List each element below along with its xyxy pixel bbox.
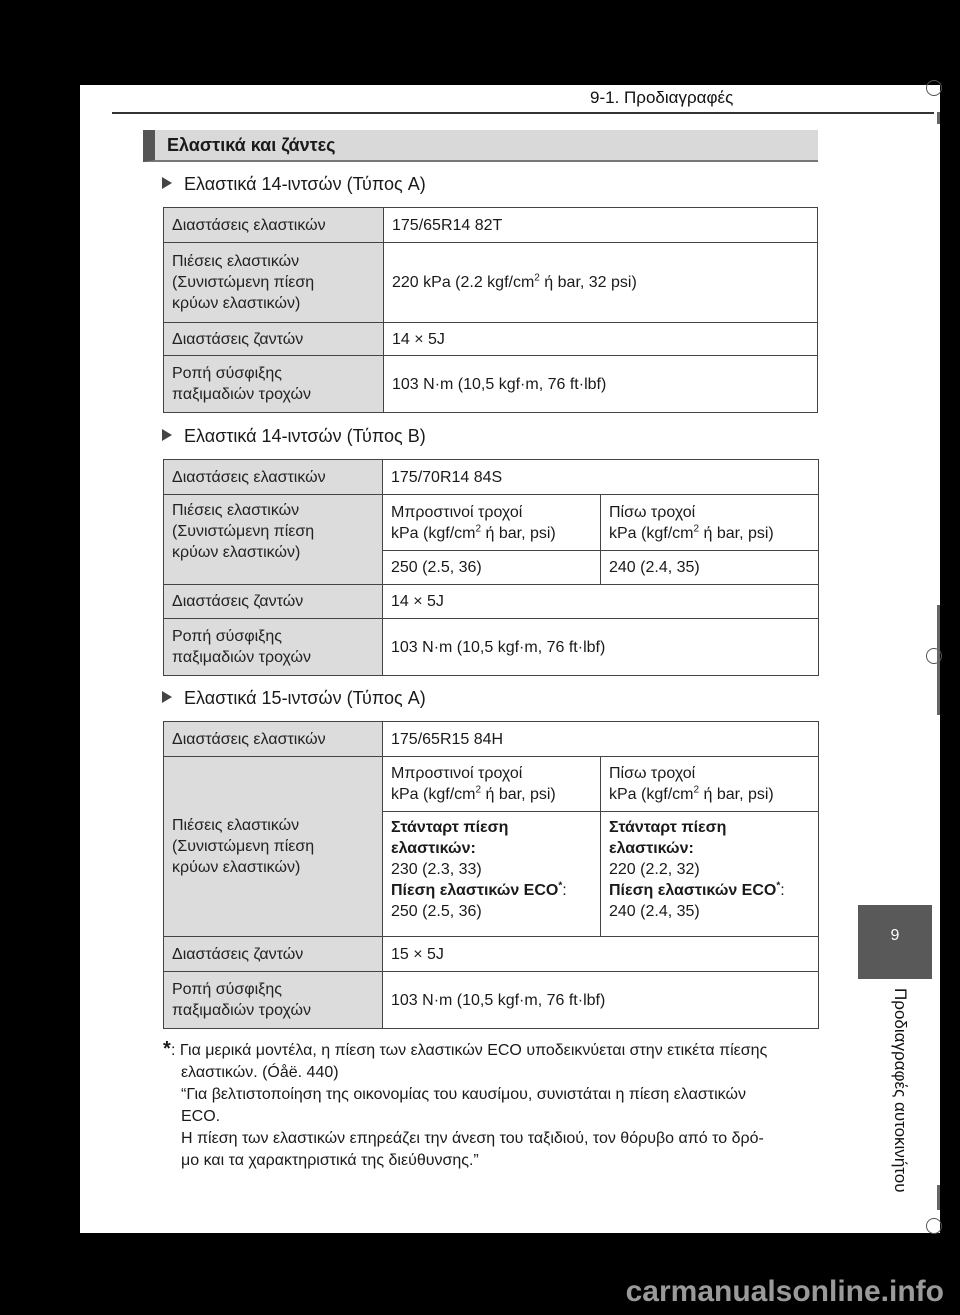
wheel-size-value: 14 × 5J bbox=[383, 585, 819, 619]
chapter-title-vertical: Προδιαγραφές αυτοκινήτου bbox=[891, 988, 910, 1193]
row-label: Διαστάσεις ελαστικών bbox=[164, 208, 384, 243]
front-pressure-values: Στάνταρτ πίεση ελαστικών: 230 (2.3, 33) Πίεση ελαστικών ECO*: 250 (2.5, 36) bbox=[383, 812, 601, 937]
table-row bbox=[164, 208, 818, 243]
arrow-right-icon bbox=[162, 177, 172, 189]
table-row bbox=[164, 757, 819, 812]
margin-bar bbox=[937, 112, 940, 124]
rear-wheels-header: Πίσω τροχοί kPa ($kgf/cm^2$ ή bar, psi) bbox=[601, 757, 819, 812]
row-label: Διαστάσεις ζαντών bbox=[164, 937, 383, 972]
table-row bbox=[164, 972, 819, 1029]
spec-table-3 bbox=[163, 721, 819, 1029]
table-row bbox=[164, 722, 819, 757]
row-label: Πιέσεις ελαστικών (Συνιστώμενη πίεση κρύων ελαστικών) bbox=[164, 243, 384, 323]
footnote-text: ECO. bbox=[181, 1108, 221, 1125]
rear-pressure-values: Στάνταρτ πίεση ελαστικών: 220 (2.2, 32) Πίεση ελαστικών ECO*: 240 (2.4, 35) bbox=[601, 812, 819, 937]
table-row bbox=[164, 460, 819, 495]
row-label: Πιέσεις ελαστικών (Συνιστώμενη πίεση κρύων ελαστικών) bbox=[164, 495, 383, 585]
section-heading bbox=[143, 130, 818, 162]
pressure-value: 220 kPa (2.2 kgf/$cm^2$ ή bar, 32 psi) bbox=[384, 243, 818, 323]
footnote-text: μο και τα χαρακτηριστικά της διεύθυνσης.” bbox=[181, 1152, 479, 1169]
arrow-right-icon bbox=[162, 691, 172, 703]
table-row bbox=[164, 619, 819, 676]
table-row bbox=[164, 495, 819, 551]
footnote-text: : Για μερικά μοντέλα, η πίεση των ελαστικών ECO υποδεικνύεται στην ετικέτα πίεσης bbox=[171, 1042, 768, 1059]
row-label: Διαστάσεις ζαντών bbox=[164, 585, 383, 619]
spec-table-2 bbox=[163, 459, 819, 676]
row-label: Ροπή σύσφιξης παξιμαδιών τροχών bbox=[164, 972, 383, 1029]
torque-value: 103 N·m (10,5 kgf·m, 76 ft·lbf) bbox=[384, 356, 818, 413]
front-pressure-value: 250 (2.5, 36) bbox=[383, 551, 601, 585]
footnote-text: “Για βελτιστοποίηση της οικονομίας του καυσίμου, συνιστάται η πίεση ελαστικών bbox=[181, 1086, 746, 1103]
margin-bar bbox=[937, 1185, 940, 1210]
row-label: Διαστάσεις ζαντών bbox=[164, 323, 384, 356]
header-rule bbox=[112, 112, 934, 114]
subsection-heading-2: Ελαστικά 14-ιντσών (Τύπος B) bbox=[162, 426, 426, 447]
watermark: carmanualsonline.info bbox=[625, 1275, 944, 1308]
rear-wheels-header: Πίσω τροχοί kPa ($kgf/cm^2$ ή bar, psi) bbox=[601, 495, 819, 551]
torque-value: 103 N·m (10,5 kgf·m, 76 ft·lbf) bbox=[383, 619, 819, 676]
chapter-number: 9 bbox=[890, 927, 900, 944]
table-row bbox=[164, 323, 818, 356]
chapter-tab[interactable] bbox=[858, 905, 932, 979]
row-label: Διαστάσεις ελαστικών bbox=[164, 722, 383, 757]
table-row bbox=[164, 243, 818, 323]
subsection-heading-1: Ελαστικά 14-ιντσών (Τύπος A) bbox=[162, 174, 426, 195]
rear-pressure-value: 240 (2.4, 35) bbox=[601, 551, 819, 585]
front-wheels-header: Μπροστινοί τροχοί kPa ($kgf/cm^2$ ή bar, psi) bbox=[383, 495, 601, 551]
subsection-heading-3: Ελαστικά 15-ιντσών (Τύπος A) bbox=[162, 688, 426, 709]
running-header: 9-1. Προδιαγραφές bbox=[590, 88, 734, 107]
torque-value: 103 N·m (10,5 kgf·m, 76 ft·lbf) bbox=[383, 972, 819, 1029]
row-label: Διαστάσεις ελαστικών bbox=[164, 460, 383, 495]
footnote bbox=[163, 1040, 818, 1172]
table-row bbox=[164, 937, 819, 972]
footnote-text: Η πίεση των ελαστικών επηρεάζει την άνεση του ταξιδιού, τον θόρυβο από το δρό- bbox=[181, 1130, 764, 1147]
tire-size-value: 175/70R14 84S bbox=[383, 460, 819, 495]
margin-bar bbox=[937, 605, 940, 715]
tire-size-value: 175/65R14 82T bbox=[384, 208, 818, 243]
row-label: Πιέσεις ελαστικών (Συνιστώμενη πίεση κρύων ελαστικών) bbox=[164, 757, 383, 937]
row-label: Ροπή σύσφιξης παξιμαδιών τροχών bbox=[164, 356, 384, 413]
footnote-text: ελαστικών. (Óåë. 440) bbox=[181, 1064, 339, 1081]
row-label: Ροπή σύσφιξης παξιμαδιών τροχών bbox=[164, 619, 383, 676]
crop-mark-top bbox=[926, 80, 942, 96]
wheel-size-value: 15 × 5J bbox=[383, 937, 819, 972]
front-wheels-header: Μπροστινοί τροχοί kPa ($kgf/cm^2$ ή bar, psi) bbox=[383, 757, 601, 812]
table-row bbox=[164, 356, 818, 413]
spec-table-1 bbox=[163, 207, 818, 413]
tire-size-value: 175/65R15 84H bbox=[383, 722, 819, 757]
table-row bbox=[164, 585, 819, 619]
footnote-marker: * bbox=[163, 1038, 171, 1060]
wheel-size-value: 14 × 5J bbox=[384, 323, 818, 356]
arrow-right-icon bbox=[162, 429, 172, 441]
crop-mark-bottom bbox=[926, 1218, 942, 1234]
section-title: Ελαστικά και ζάντες bbox=[167, 135, 336, 155]
